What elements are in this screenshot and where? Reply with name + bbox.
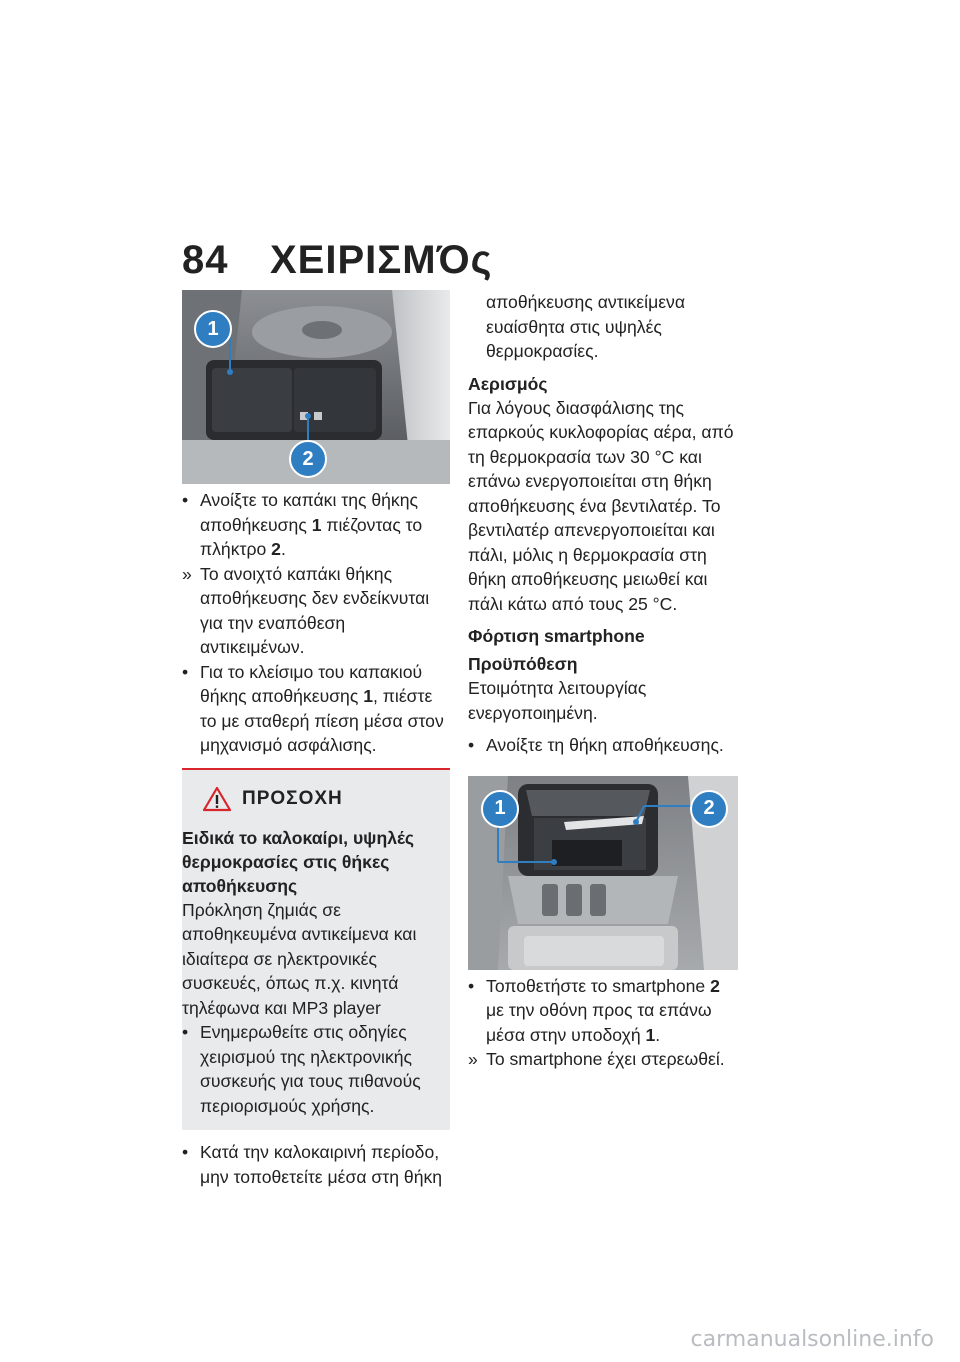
warning-bullet: • Ενημερωθείτε στις οδηγίες χειρισμού της ηλεκτρονικής συσκευής για τους πιθανούς περιορισμούς χρήσης. [182,1022,421,1116]
summer-instruction-continued: αποθήκευσης αντικείμενα ευαίσθητα στις υψηλές θερμοκρασίες. [486,292,686,361]
step-close-lid: • Για το κλείσιμο του καπακιού θήκης αποθήκευσης 1, πιέστε το με σταθερή πίεση μέσα στον μηχανισμό ασφάλισης. [182,661,444,755]
step-place-smartphone: • Τοποθετήστε το smartphone 2 με την οθόνη προς τα επάνω μέσα στην υποδοχή 1. [468,975,720,1045]
ventilation-section [468,372,738,617]
summer-instruction: • Κατά την καλοκαιρινή περίοδο, μην τοποθετείτε μέσα στη θήκη [182,1142,443,1187]
ventilation-heading: Αερισμός [468,373,548,394]
callout-2-badge: 2 [690,790,728,828]
step-open-compartment: • Ανοίξτε τη θήκη αποθήκευσης. [468,735,724,755]
result-smartphone-secured: » Το smartphone έχει στερεωθεί. [468,1049,725,1069]
warning-box [182,768,450,1131]
right-column [468,290,738,1072]
smartphone-steps [468,974,738,1072]
warning-text: Πρόκληση ζημιάς σε αποθηκευμένα αντικείμενα και ιδιαίτερα σε ηλεκτρονικές συσκευές, όπως π.χ. κινητά τηλέφωνα και MP3 player [182,899,417,1018]
open-close-steps [182,488,450,758]
left-column [182,290,450,1189]
warning-subtitle: Ειδικά το καλοκαίρι, υψηλές θερμοκρασίες στις θήκες αποθήκευσης [182,827,415,896]
ventilation-text: Για λόγους διασφάλισης της επαρκούς κυκλοφορίας αέρα, από τη θερμοκρασία των 30 °C και επάνω ενεργοποιείται στη θήκη αποθήκευσης ένα βεντιλατέρ. Το βεντιλατέρ απενεργοποιείται και πάλι, μόλις η θερμοκρασία στη θήκη αποθήκευσης μειωθεί και πάλι κάτω από τους 25 °C. [468,397,734,614]
page-title: ΧΕΙΡΙΣΜΌς [270,238,493,282]
page-header [182,238,492,283]
warning-divider [182,768,450,770]
warning-title: ΠΡΟΣΟΧΗ [202,786,438,812]
smartphone-holder-figure [468,776,738,970]
result-lid-open: » Το ανοιχτό καπάκι θήκης αποθήκευσης δεν ενδείκνυται για την εναπόθεση αντικειμένων. [182,563,430,657]
storage-compartment-figure [182,290,450,484]
callout-2-badge: 2 [289,440,327,478]
prerequisite-heading: Προϋπόθεση [468,654,578,674]
watermark: carmanualsonline.info [690,1327,934,1352]
warning-triangle-icon [202,786,232,812]
page-number: 84 [182,238,229,282]
callout-1-badge: 1 [194,310,232,348]
callout-1-badge: 1 [481,790,519,828]
prerequisite-text: Ετοιμότητα λειτουργίας ενεργοποιημένη. [468,678,647,723]
charging-section [468,624,738,758]
step-open-lid: • Ανοίξτε το καπάκι της θήκης αποθήκευσης 1 πιέζοντας το πλήκτρο 2. [182,490,423,559]
charging-heading: Φόρτιση smartphone [468,626,645,646]
